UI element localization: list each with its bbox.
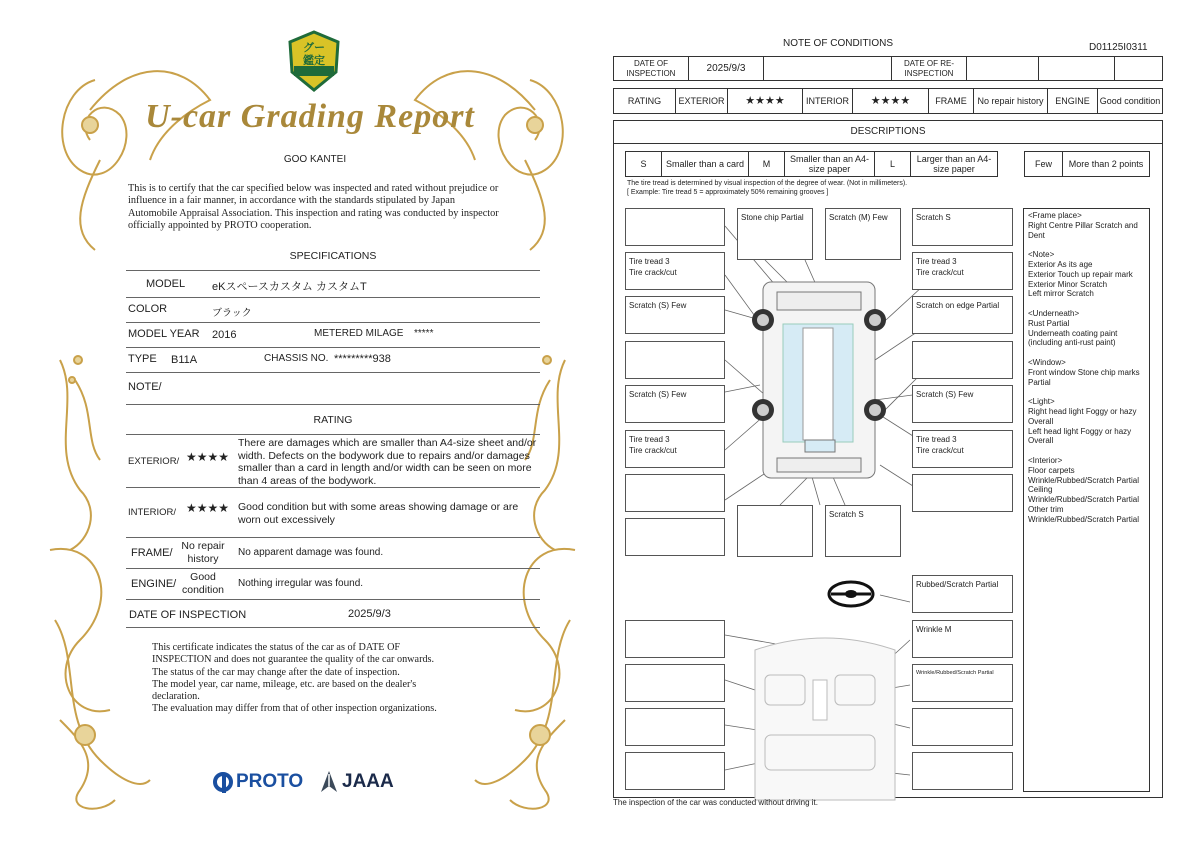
descriptions-heading: DESCRIPTIONS: [613, 120, 1163, 144]
exterior-stars: ★★★★: [186, 450, 230, 464]
jaaa-logo-mark: [320, 770, 338, 794]
condition-box: [625, 208, 725, 246]
type-value: B11A: [171, 354, 198, 366]
engine-row: [126, 568, 540, 600]
condition-box: Stone chip Partial: [737, 208, 813, 260]
model-label: MODEL: [146, 278, 186, 290]
condition-box: Tire tread 3 Tire crack/cut: [625, 430, 725, 468]
condition-box: [912, 474, 1013, 512]
condition-box: [912, 708, 1013, 746]
note-title: NOTE OF CONDITIONS: [783, 38, 893, 49]
condition-box: Scratch (S) Few: [625, 385, 725, 423]
condition-box: Scratch S: [825, 505, 901, 557]
engine-value: Good condition: [181, 571, 225, 596]
document-id: D01125I0311: [1089, 42, 1148, 53]
condition-box: Scratch (M) Few: [825, 208, 901, 260]
metered-milage-value: *****: [414, 328, 434, 339]
frame-value: No repair history: [974, 89, 1048, 113]
date-row: [126, 599, 540, 628]
proto-logo-mark: [212, 771, 234, 793]
date-of-inspection-value: 2025/9/3: [689, 57, 764, 80]
model-value: eKスペースカスタム カスタムT: [212, 281, 367, 293]
condition-box: Scratch S: [912, 208, 1013, 246]
condition-box: [625, 518, 725, 556]
engine-value: Good condition: [1099, 96, 1161, 106]
steering-wheel-icon: [829, 582, 873, 606]
color-value: ブラック: [212, 308, 252, 319]
divider: [126, 270, 540, 271]
footer-line: declaration.: [152, 691, 200, 703]
exterior-label: EXTERIOR/: [128, 456, 180, 467]
metered-milage-label: METERED MILAGE: [314, 328, 404, 339]
condition-box: [625, 620, 725, 658]
type-row: [126, 347, 540, 373]
condition-box: Tire tread 3 Tire crack/cut: [912, 430, 1013, 468]
footer-line: The model year, car name, mileage, etc. are based on the dealer's: [152, 678, 417, 690]
note-row: [126, 372, 540, 405]
goo-kantei-badge: [286, 30, 342, 92]
legend-m-text: Smaller than an A4-size paper: [785, 152, 875, 176]
model-row: [126, 272, 540, 298]
rating-heading: RATING: [313, 414, 353, 426]
interior-rating-row: [126, 487, 540, 538]
intro-paragraph: This is to certify that the car specified below was inspected and rated without prejudice or influence in a fair manner, in accordance with the standards stipulated by Japan Automobile Appraisal Association. This inspection and rating was conducted by inspector officially appointed by PROTO cooperation.: [128, 183, 499, 232]
condition-box: Wrinkle M: [912, 620, 1013, 658]
interior-label: INTERIOR/: [128, 507, 177, 518]
note-of-conditions: [605, 30, 1170, 820]
condition-box: [912, 752, 1013, 790]
engine-label: ENGINE: [1048, 89, 1098, 113]
jaaa-logo-text: JAAA: [342, 771, 394, 792]
model-year-label: MODEL YEAR: [128, 328, 200, 340]
type-label: TYPE: [128, 353, 157, 365]
engine-description: Nothing irregular was found.: [238, 578, 364, 589]
proto-logo: [212, 768, 303, 796]
footer-line: This certificate indicates the status of the car as of DATE OF: [152, 642, 401, 653]
tire-note-1: The tire tread is determined by visual inspection of the degree of wear. (Not in millimeters).: [627, 180, 908, 187]
badge-text: グー 鑑定: [303, 42, 325, 67]
condition-box: Scratch (S) Few: [912, 385, 1013, 423]
condition-box: [625, 341, 725, 379]
tire-note-2: [ Example: Tire tread 5 = approximately 50% remaining grooves ]: [627, 189, 829, 196]
chassis-label: CHASSIS NO.: [264, 353, 329, 364]
legend-l-text: Larger than an A4-size paper: [916, 154, 992, 174]
footer-line: The evaluation may differ from that of other inspection organizations.: [152, 703, 437, 715]
condition-box: [912, 341, 1013, 379]
specifications-heading: SPECIFICATIONS: [289, 250, 377, 262]
interior-label: INTERIOR: [803, 89, 853, 113]
exterior-rating-row: [126, 435, 540, 488]
proto-logo-text: PROTO: [236, 771, 304, 792]
legend-few: Few: [1025, 152, 1063, 176]
footer-disclaimer: [152, 642, 492, 716]
grading-certificate: [40, 20, 585, 820]
condition-box: [625, 752, 725, 790]
frame-label: FRAME/: [131, 547, 173, 559]
condition-box: [625, 474, 725, 512]
rating-label: RATING: [614, 89, 676, 113]
exterior-description: There are damages which are smaller than A4-size sheet and/or width. Defects on the bodywork due to repairs and/or damages smaller than a card in length and/or width can be seen on more than 4 areas of the bodywork.: [238, 437, 537, 487]
interior-stars: ★★★★: [853, 89, 929, 113]
condition-box: Tire tread 3 Tire crack/cut: [625, 252, 725, 290]
frame-row: [126, 537, 540, 569]
condition-box: Rubbed/Scratch Partial: [912, 575, 1013, 613]
legend-m: M: [749, 152, 785, 176]
condition-box: Wrinkle/Rubbed/Scratch Partial: [912, 664, 1013, 702]
note-label: NOTE/: [128, 381, 162, 393]
condition-box: Scratch (S) Few: [625, 296, 725, 334]
report-subtitle: GOO KANTEI: [283, 154, 347, 165]
date-label: DATE OF INSPECTION: [129, 609, 247, 621]
frame-description: No apparent damage was found.: [238, 547, 384, 558]
interior-stars: ★★★★: [186, 501, 230, 515]
condition-box: Scratch on edge Partial: [912, 296, 1013, 334]
condition-box: Tire tread 3 Tire crack/cut: [912, 252, 1013, 290]
color-row: [126, 297, 540, 323]
inspection-footer: The inspection of the car was conducted without driving it.: [613, 798, 818, 807]
footer-line: The status of the car may change after the date of inspection.: [152, 666, 400, 678]
condition-box: [625, 708, 725, 746]
date-value: 2025/9/3: [348, 608, 391, 620]
chassis-value: *********938: [334, 353, 391, 365]
frame-value: No repair history: [181, 540, 225, 565]
exterior-stars: ★★★★: [728, 89, 803, 113]
notes-text: <Frame place> Right Centre Pillar Scratch and Dent <Note> Exterior As its age Exterior Touch up repair mark Exterior Minor Scratch Left mirror Scratch <Underneath> Rust Partial Underneath coating paint (including anti-rust paint) <Window> Front window Stone chip marks Partial <Light> Right head light Foggy or hazy Overall Left head light Foggy or hazy Overall <Interior> Floor carpets Wrinkle/Rubbed/Scratch Partial Ceiling Wrinkle/Rubbed/Scratch Partial Other trim Wrinkle/Rubbed/Scratch Partial: [1028, 211, 1140, 524]
model-year-value: 2016: [212, 329, 237, 341]
report-title: U-car Grading Report: [145, 98, 475, 135]
color-label: COLOR: [128, 303, 168, 315]
legend-l: L: [875, 152, 911, 176]
interior-description: Good condition but with some areas showing damage or are worn out excessively: [238, 501, 519, 526]
condition-box: [625, 664, 725, 702]
engine-label: ENGINE/: [131, 578, 177, 590]
condition-box: [737, 505, 813, 557]
legend-s-text: Smaller than a card: [662, 152, 749, 176]
legend-few-text: More than 2 points: [1068, 159, 1144, 169]
legend-s: S: [626, 152, 662, 176]
model-year-row: [126, 322, 540, 348]
frame-label: FRAME: [929, 89, 974, 113]
footer-line: INSPECTION and does not guarantee the quality of the car onwards.: [152, 654, 435, 666]
date-of-reinspection-label: DATE OF RE-INSPECTION: [892, 57, 967, 80]
date-of-inspection-label: DATE OF INSPECTION: [614, 57, 689, 80]
exterior-label: EXTERIOR: [676, 89, 728, 113]
jaaa-logo: [320, 768, 394, 796]
